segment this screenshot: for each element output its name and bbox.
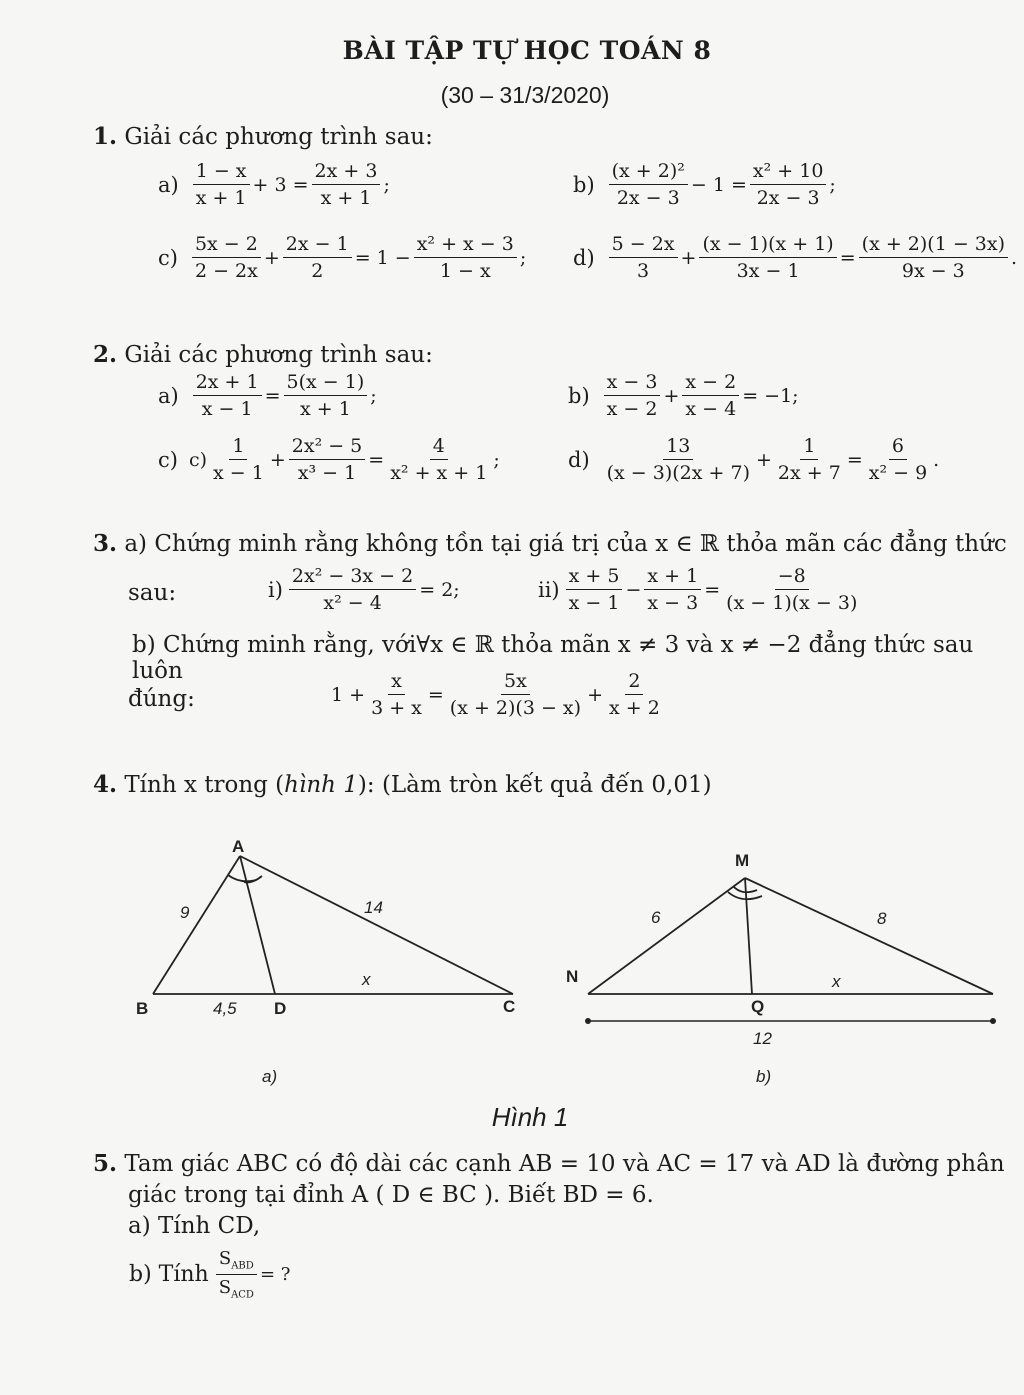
q2-d-frac2: $\frac{1}{2x + 7}$ [777,435,841,484]
q3-ii-frac1: $\frac{x + 5}{x - 1}$ [566,565,623,614]
fig-b-label-mp: 8 [877,909,887,928]
q3-ii-frac3: $\frac{-8}{(x - 1)(x - 3)}$ [726,565,858,614]
q4-number: 4. [93,771,118,798]
fig-a-vertex-a: A [232,837,245,856]
q5-line2: giác trong tại đỉnh A ( D ∈ BC ). Biết BD = 6. [128,1182,654,1208]
q1-b-frac1: $\frac{\text{(x + 2)²}}{2x - 3}$ [609,160,688,209]
q3-i-label: i) [268,577,283,602]
q3-ii-label: ii) [538,577,560,602]
q1-d-frac1: $\frac{5 - 2x}{3}$ [609,233,678,282]
q2-c-prefix: c) [188,448,208,471]
q5-ratio: $\frac{S_{ABD}}{S_{ACD}}$ [216,1248,257,1300]
q1-d-frac2: $\frac{(x - 1)(x + 1)}{3x - 1}$ [699,233,836,282]
fig-a-label-ac: 14 [364,898,383,917]
q4-text-italic: hình 1 [284,772,358,798]
q2-a-frac2: $\frac{5(x - 1)}{x + 1}$ [284,371,368,420]
q1-b: b) $\frac{\text{(x + 2)²}}{2x - 3}$ − 1 = $\frac{\text{x² + 10}}{2x - 3}$ ; [573,160,836,209]
fig-a-bisector-ad [240,856,275,994]
q1-c-label: c) [158,245,178,270]
q2-a-frac1: $\frac{2x + 1}{x - 1}$ [193,371,262,420]
fig-a-label-ab: 9 [180,903,190,922]
q4-heading [93,771,712,798]
q2-b-label: b) [568,383,590,408]
fig-b-length-end-left [585,1018,591,1024]
figure-b [588,878,993,1021]
q3-ii-frac2: $\frac{x + 1}{x - 3}$ [644,565,701,614]
q1-a-label: a) [158,172,179,197]
q3-b-frac1: $\frac{x}{3 + x}$ [371,670,422,719]
q2-c-frac1: $\frac{1}{x - 1}$ [213,435,264,484]
fig-a-vertex-d: D [274,999,287,1018]
q3-line1 [93,530,1007,557]
q1-heading [93,123,433,150]
q5-part-a: a) Tính CD, [128,1213,261,1239]
fig-a-angle-mark-1 [228,875,256,881]
q1-a-frac2: $\frac{2x + 3}{x + 1}$ [312,160,381,209]
q5-part-b: b) Tính $\frac{S_{ABD}}{S_{ACD}}$ = ? [129,1248,291,1301]
fig-a-vertex-c: C [503,997,516,1016]
q2-b-frac1: $\frac{x - 3}{x - 2}$ [604,371,661,420]
fig-b-label-qp: x [832,972,841,991]
q2-a: a) $\frac{2x + 1}{x - 1}$ = $\frac{5(x - 1)}{x + 1}$ ; [158,371,377,420]
page-title: BÀI TẬP TỰ HỌC TOÁN 8 [342,36,712,65]
fig-b-vertex-m: M [735,851,750,870]
fig-b-side-mp [745,878,993,994]
q5-part-b-text: b) Tính [129,1261,209,1287]
q2-d: d) $\frac{13}{(x - 3)(2x + 7)}$ + $\frac{1}{2x + 7}$ = $\frac{6}{\text{x² − 9}}$ . [568,435,940,484]
q2-b-frac2: $\frac{x - 2}{x - 4}$ [682,371,739,420]
q1-c: c) $\frac{5x - 2}{2 - 2x}$ + $\frac{2x - 1}{2}$ = 1 − $\frac{\text{x² + x − 3}}{1 - x}$ ; [158,233,527,282]
q1-text: Giải các phương trình sau: [124,124,433,150]
q3-i-frac: $\frac{\text{2x² − 3x − 2}}{\text{x² − 4}}$ [289,565,416,614]
q3-ii: ii) $\frac{x + 5}{x - 1}$ − $\frac{x + 1}{x - 3}$ = $\frac{-8}{(x - 1)(x - 3)}$ [538,565,862,614]
q3-line2: b) Chứng minh rằng, với∀x ∈ ℝ thỏa mãn x ≠ 3 và x ≠ −2 đẳng thức sau luôn [132,632,974,684]
q1-d: d) $\frac{5 - 2x}{3}$ + $\frac{(x - 1)(x + 1)}{3x - 1}$ = $\frac{(x + 2)(1 - 3x)}{9x - 3}$ . [573,233,1018,282]
q2-number: 2. [93,341,118,368]
q1-b-frac2: $\frac{\text{x² + 10}}{2x - 3}$ [750,160,827,209]
q1-c-frac3: $\frac{\text{x² + x − 3}}{1 - x}$ [414,233,517,282]
q2-c: c) c) $\frac{1}{x - 1}$ + $\frac{\text{2x² − 5}}{\text{x³ − 1}}$ = $\frac{4}{\text{x² + x + 1}}$ ; [158,435,500,484]
q5-line1-text: Tam giác ABC có độ dài các cạnh AB = 10 và AC = 17 và AD là đường phân [124,1151,1005,1177]
fig-a-side-ab [153,856,240,994]
q2-d-label: d) [568,447,590,472]
q3-i: i) $\frac{\text{2x² − 3x − 2}}{\text{x² − 4}}$ = 2; [268,565,460,614]
q3-number: 3. [93,530,118,557]
q2-b: b) $\frac{x - 3}{x - 2}$ + $\frac{x - 2}{x - 4}$ = −1; [568,371,799,420]
fig-b-vertex-q: Q [751,997,765,1016]
fig-b-label-np: 12 [753,1029,772,1048]
q5-line1 [93,1150,1005,1177]
q2-d-frac3: $\frac{6}{\text{x² − 9}}$ [868,435,928,484]
q4-text-b: ): (Làm tròn kết quả đến 0,01) [357,772,712,798]
q1-d-frac3: $\frac{(x + 2)(1 - 3x)}{9x - 3}$ [859,233,1008,282]
q1-c-frac1: $\frac{5x - 2}{2 - 2x}$ [192,233,261,282]
q2-text: Giải các phương trình sau: [124,342,433,368]
fig-a-side-ac [240,856,513,994]
q3-line1-text: a) Chứng minh rằng không tồn tại giá trị của x ∈ ℝ thỏa mãn các đẳng thức [124,531,1007,557]
q1-b-label: b) [573,172,595,197]
fig-b-bisector-mq [745,878,752,994]
q2-d-frac1: $\frac{13}{(x - 3)(2x + 7)}$ [606,435,750,484]
q1-a: a) $\frac{1 - x}{x + 1}$ + 3 = $\frac{2x + 3}{x + 1}$ ; [158,160,390,209]
fig-a-caption: a) [262,1067,278,1086]
q3-b-identity: 1 + $\frac{x}{3 + x}$ = $\frac{5x}{(x + 2)(3 - x)}$ + $\frac{2}{x + 2}$ [330,670,665,719]
q2-c-frac3: $\frac{4}{\text{x² + x + 1}}$ [390,435,488,484]
fig-b-caption: b) [756,1067,772,1086]
q3-b-frac3: $\frac{2}{x + 2}$ [608,670,660,719]
q3-b-frac2: $\frac{5x}{(x + 2)(3 - x)}$ [449,670,582,719]
figure-a [153,856,513,994]
q1-a-frac1: $\frac{1 - x}{x + 1}$ [193,160,250,209]
fig-b-label-mn: 6 [651,908,661,927]
figure-title: Hình 1 [491,1102,569,1132]
q2-a-label: a) [158,383,179,408]
q2-heading [93,341,433,368]
q1-c-frac2: $\frac{2x - 1}{2}$ [283,233,352,282]
fig-b-vertex-n: N [566,967,579,986]
fig-b-side-mn [588,878,745,994]
fig-a-label-dc: x [362,970,371,989]
date-line: (30 – 31/3/2020) [440,82,610,108]
q1-d-label: d) [573,245,595,270]
fig-a-vertex-b: B [136,999,149,1018]
fig-a-label-bd: 4,5 [213,999,237,1018]
q3-dung: đúng: [128,686,195,712]
q4-text-a: Tính x trong ( [124,772,285,798]
q1-number: 1. [93,123,118,150]
fig-b-length-end-right [990,1018,996,1024]
q3-sau: sau: [128,580,177,606]
q2-c-frac2: $\frac{\text{2x² − 5}}{\text{x³ − 1}}$ [289,435,366,484]
q5-number: 5. [93,1150,118,1177]
q2-c-label: c) [158,447,178,472]
figure-1 [0,820,1024,1100]
